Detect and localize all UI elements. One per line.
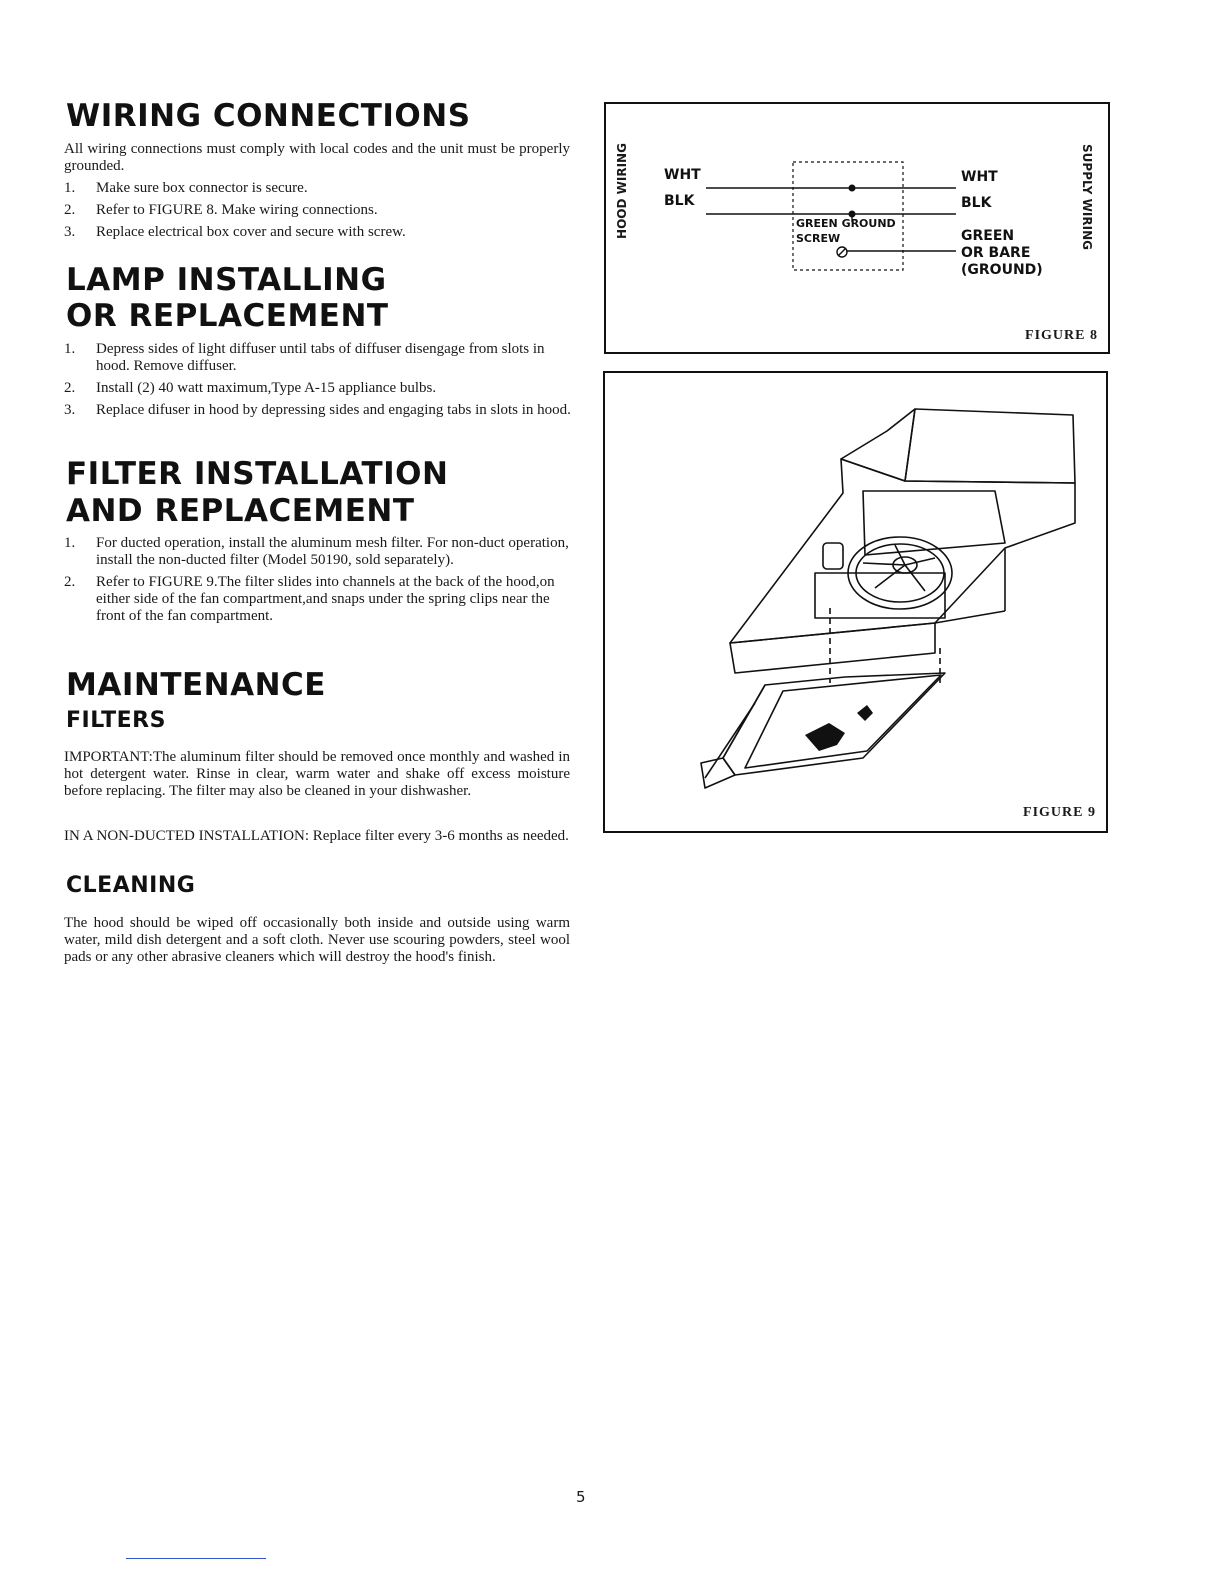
ground-label: (GROUND) xyxy=(961,262,1043,278)
wiring-intro: All wiring connections must comply with local codes and the unit must be properly grounded. xyxy=(64,141,570,174)
filter-logo-mark-small xyxy=(857,705,873,721)
or-bare-label: OR BARE xyxy=(961,245,1031,261)
filter-panel-end xyxy=(701,758,735,788)
figure-8-caption: FIGURE 8 xyxy=(1025,328,1098,343)
list-item: 1. For ducted operation, install the aluminum mesh filter. For non-duct operation, install the non-ducted filter (Model 50190, sold separately). xyxy=(64,535,569,568)
filter-panel-outline xyxy=(723,673,945,775)
green-label: GREEN xyxy=(961,228,1015,244)
filter-title-line2: AND REPLACEMENT xyxy=(66,493,415,529)
junction-box-outline xyxy=(793,162,903,270)
filter-steps xyxy=(64,535,574,630)
hood-front-lip xyxy=(730,623,935,673)
list-item: 3. Replace electrical box cover and secure with screw. xyxy=(64,224,406,240)
list-item: 2. Refer to FIGURE 8. Make wiring connections. xyxy=(64,202,378,218)
fan-housing xyxy=(815,573,945,618)
figure-9-box xyxy=(603,371,1108,833)
page-number: 5 xyxy=(576,1488,586,1506)
filter-panel-side xyxy=(723,685,765,758)
hood-top-side xyxy=(841,409,915,481)
list-item: 1. Make sure box connector is secure. xyxy=(64,180,308,196)
wiring-steps xyxy=(64,180,574,246)
maintenance-title: MAINTENANCE xyxy=(66,667,326,703)
hood-wiring-label: HOOD WIRING xyxy=(614,143,629,239)
right-wht-label: WHT xyxy=(961,169,998,185)
important-paragraph: IMPORTANT:The aluminum filter should be removed once monthly and washed in hot detergent water. Rinse in clear, warm water and shake off excess moisture before replacing. The filter may also be cleaned in your dishwasher. xyxy=(64,749,570,799)
cleaning-subtitle: CLEANING xyxy=(66,873,196,898)
fan-blades xyxy=(863,545,935,591)
filter-logo-mark xyxy=(805,723,845,751)
lamp-socket xyxy=(823,543,843,569)
hood-top-panel xyxy=(905,409,1075,483)
wiring-diagram xyxy=(606,104,1108,304)
filters-subtitle: FILTERS xyxy=(66,708,166,733)
white-wire-connector xyxy=(849,185,856,192)
footer-rule xyxy=(126,1558,266,1559)
list-item: 1. Depress sides of light diffuser until tabs of diffuser disengage from slots in hood. Remove diffuser. xyxy=(64,341,545,374)
left-blk-label: BLK xyxy=(664,193,695,209)
screw-slot xyxy=(838,248,846,256)
figure-8-box xyxy=(604,102,1110,354)
green-ground-label: GREEN GROUND xyxy=(796,217,896,230)
hood-illustration xyxy=(605,373,1106,831)
filter-title-line1: FILTER INSTALLATION xyxy=(66,456,449,492)
figure-9-caption: FIGURE 9 xyxy=(1023,805,1096,820)
supply-wiring-label: SUPPLY WIRING xyxy=(1079,144,1094,250)
list-item: 2. Install (2) 40 watt maximum,Type A-15 appliance bulbs. xyxy=(64,380,437,396)
screw-label: SCREW xyxy=(796,232,841,245)
nonducted-paragraph: IN A NON-DUCTED INSTALLATION: Replace filter every 3-6 months as needed. xyxy=(64,828,569,844)
list-item: 2. Refer to FIGURE 9.The filter slides into channels at the back of the hood,on either side of the fan compartment,and snaps under the spring clips near the front of the fan compartment. xyxy=(64,574,555,624)
filter-mesh-area xyxy=(745,675,941,768)
right-blk-label: BLK xyxy=(961,195,992,211)
lamp-steps xyxy=(64,341,574,424)
left-wht-label: WHT xyxy=(664,167,701,183)
list-item: 3. Replace difuser in hood by depressing sides and engaging tabs in slots in hood. xyxy=(64,402,571,418)
lamp-title-line1: LAMP INSTALLING xyxy=(66,262,387,298)
cleaning-paragraph: The hood should be wiped off occasionally both inside and outside using warm water, mild dish detergent and a soft cloth. Never use scouring powders, steel wool pads or any other abrasive cleaners which will destroy the hood's finish. xyxy=(64,915,570,965)
lamp-title-line2: OR REPLACEMENT xyxy=(66,298,389,334)
wiring-title: WIRING CONNECTIONS xyxy=(66,98,471,134)
